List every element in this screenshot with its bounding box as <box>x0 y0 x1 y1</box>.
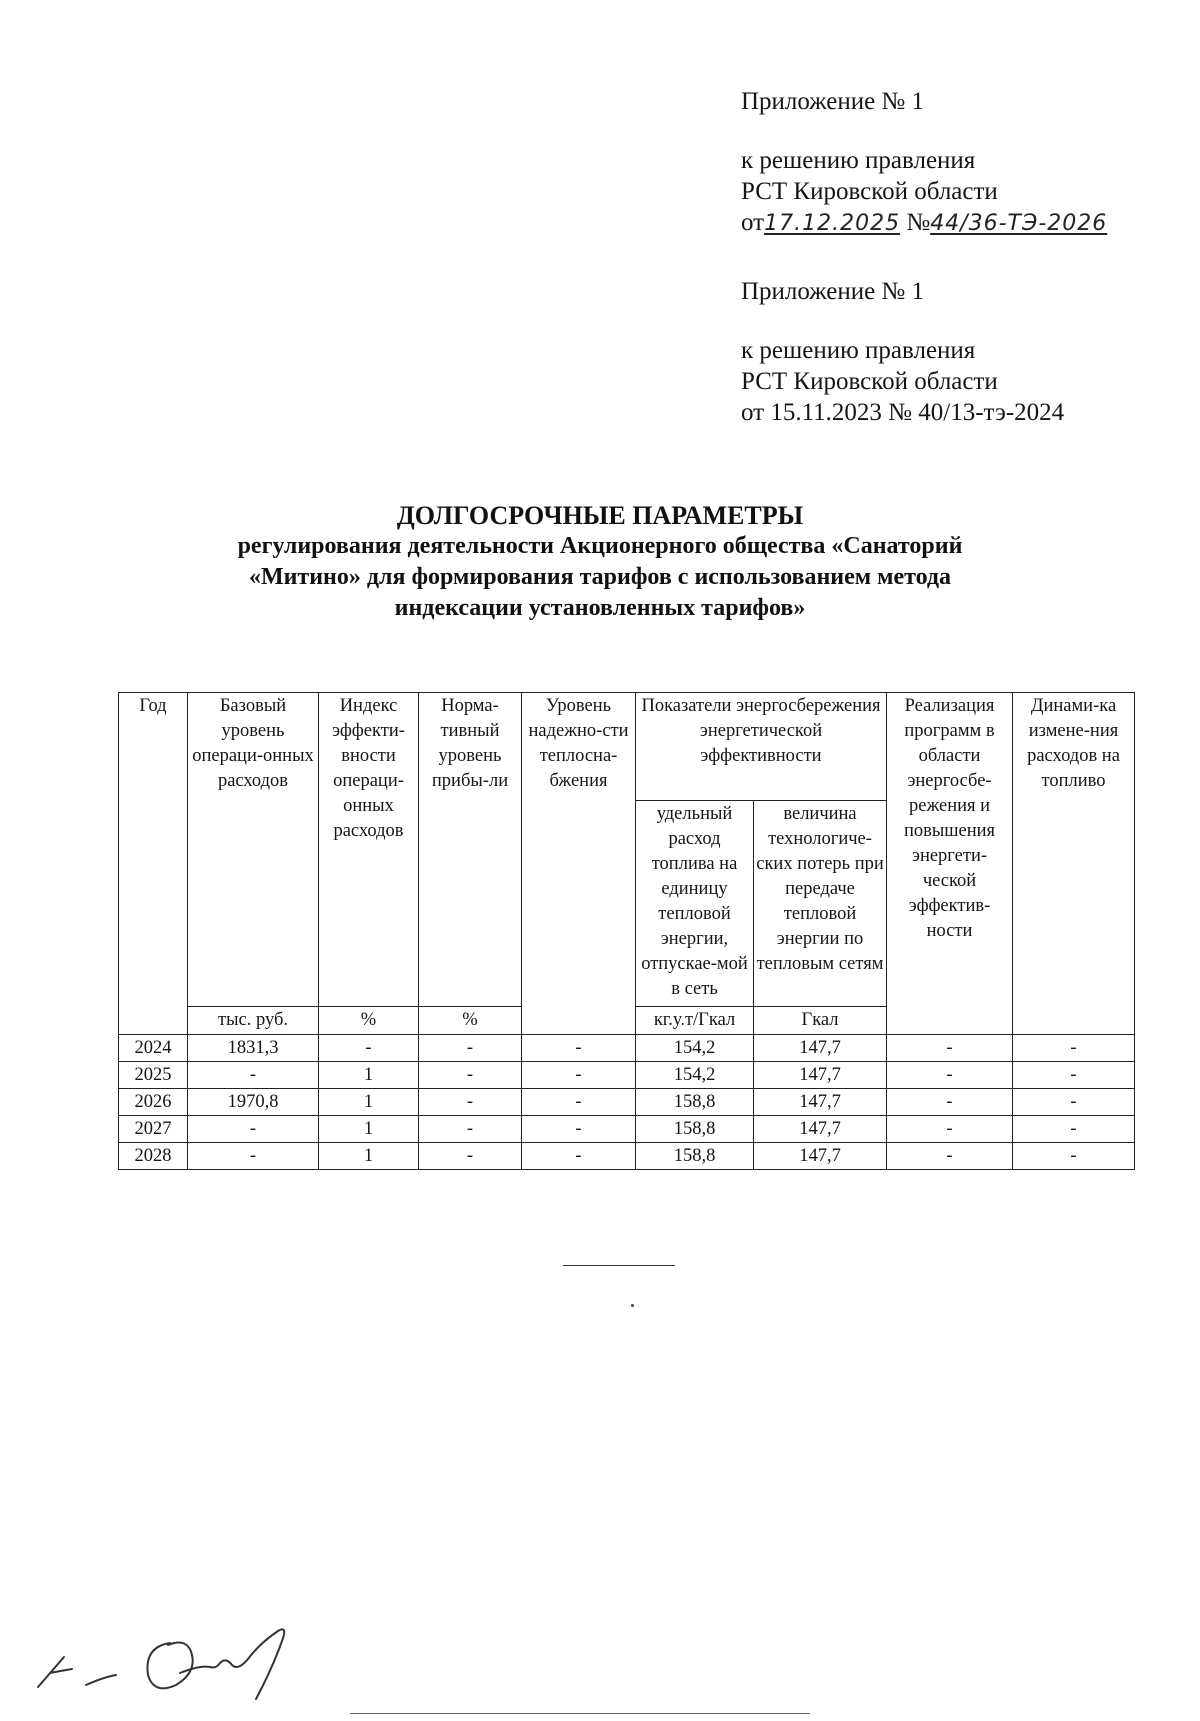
appendix-title: Приложение № 1 <box>741 278 925 305</box>
cell-losses: 147,7 <box>754 1143 887 1170</box>
cell-reliability: - <box>522 1143 636 1170</box>
table-row <box>119 1089 1135 1116</box>
table-row <box>119 1062 1135 1089</box>
table-row <box>119 1116 1135 1143</box>
unit-base: тыс. руб. <box>188 1007 319 1035</box>
cell-index: - <box>319 1035 419 1062</box>
appendix-title: Приложение № 1 <box>741 88 925 115</box>
cell-profit: - <box>419 1035 522 1062</box>
heading-line-3: «Митино» для формирования тарифов с использованием метода <box>248 564 952 590</box>
cell-fuel: 158,8 <box>636 1089 754 1116</box>
end-separator-line <box>563 1265 675 1266</box>
header-efficiency-index: Индекс эффекти-вности операци-онных расходов <box>319 693 419 1007</box>
cell-index: 1 <box>319 1143 419 1170</box>
cell-fuel: 154,2 <box>636 1035 754 1062</box>
signature-mark <box>20 1615 340 1705</box>
cell-programs: - <box>887 1116 1013 1143</box>
header-energy-saving-group: Показатели энергосбережения энергетической эффективности <box>636 693 887 801</box>
heading-line-4: индексации установленных тарифов» <box>394 595 806 621</box>
unit-profit: % <box>419 1007 522 1035</box>
cell-index: 1 <box>319 1116 419 1143</box>
cell-base: - <box>188 1143 319 1170</box>
cell-dynamics: - <box>1013 1143 1135 1170</box>
appendix-block-old <box>741 276 1161 428</box>
appendix-date-number-line <box>741 207 1161 239</box>
appendix-date-number-line: от 15.11.2023 № 40/13-тэ-2024 <box>741 399 1065 426</box>
cell-losses: 147,7 <box>754 1035 887 1062</box>
unit-losses: Гкал <box>754 1007 887 1035</box>
header-normative-profit: Норма-тивный уровень прибы-ли <box>419 693 522 1007</box>
cell-base: - <box>188 1062 319 1089</box>
cell-index: 1 <box>319 1062 419 1089</box>
cell-dynamics: - <box>1013 1062 1135 1089</box>
appendix-authority-line: РСТ Кировской области <box>741 178 998 205</box>
cell-profit: - <box>419 1062 522 1089</box>
header-programs: Реализация программ в области энергосбе-режения и повышения энергети-ческой эффектив-ности <box>887 693 1013 1035</box>
cell-losses: 147,7 <box>754 1116 887 1143</box>
cell-dynamics: - <box>1013 1089 1135 1116</box>
appendix-decision-line: к решению правления <box>741 147 976 174</box>
cell-programs: - <box>887 1035 1013 1062</box>
cell-losses: 147,7 <box>754 1089 887 1116</box>
date-prefix: от <box>741 209 765 236</box>
document-heading <box>0 500 1200 624</box>
cell-reliability: - <box>522 1035 636 1062</box>
cell-fuel: 154,2 <box>636 1062 754 1089</box>
cell-reliability: - <box>522 1116 636 1143</box>
header-heat-losses: величина технологиче-ских потерь при передаче тепловой энергии по тепловым сетям <box>754 801 887 1007</box>
cell-reliability: - <box>522 1089 636 1116</box>
cell-index: 1 <box>319 1089 419 1116</box>
appendix-authority-line: РСТ Кировской области <box>741 368 998 395</box>
table-row <box>119 1143 1135 1170</box>
cell-base: - <box>188 1116 319 1143</box>
cell-programs: - <box>887 1062 1013 1089</box>
number-prefix: № <box>906 209 931 236</box>
header-reliability: Уровень надежно-сти теплосна-бжения <box>522 693 636 1035</box>
cell-fuel: 158,8 <box>636 1116 754 1143</box>
cell-profit: - <box>419 1116 522 1143</box>
table-row <box>119 1035 1135 1062</box>
cell-year: 2025 <box>119 1062 188 1089</box>
cell-dynamics: - <box>1013 1116 1135 1143</box>
cell-year: 2027 <box>119 1116 188 1143</box>
cell-dynamics: - <box>1013 1035 1135 1062</box>
appendix-decision-line: к решению правления <box>741 337 976 364</box>
cell-reliability: - <box>522 1062 636 1089</box>
cell-year: 2026 <box>119 1089 188 1116</box>
header-row-1 <box>119 693 1135 801</box>
handwritten-date: 17.12.2025 <box>764 211 901 236</box>
cell-fuel: 158,8 <box>636 1143 754 1170</box>
unit-fuel: кг.у.т/Гкал <box>636 1007 754 1035</box>
header-base-expenses: Базовый уровень операци-онных расходов <box>188 693 319 1007</box>
stray-dot <box>631 1304 634 1307</box>
header-fuel-dynamics: Динами-ка измене-ния расходов на топливо <box>1013 693 1135 1035</box>
bottom-rule <box>350 1713 810 1714</box>
cell-base: 1831,3 <box>188 1035 319 1062</box>
cell-losses: 147,7 <box>754 1062 887 1089</box>
cell-year: 2028 <box>119 1143 188 1170</box>
cell-profit: - <box>419 1143 522 1170</box>
heading-line-2: регулирования деятельности Акционерного общества «Санаторий <box>237 533 963 559</box>
handwritten-number: 44/36-ТЭ-2026 <box>930 211 1108 236</box>
appendix-block-new <box>741 86 1161 239</box>
cell-base: 1970,8 <box>188 1089 319 1116</box>
cell-year: 2024 <box>119 1035 188 1062</box>
parameters-table <box>118 692 1135 1170</box>
unit-index: % <box>319 1007 419 1035</box>
header-year: Год <box>119 693 188 1035</box>
cell-programs: - <box>887 1143 1013 1170</box>
heading-main: ДОЛГОСРОЧНЫЕ ПАРАМЕТРЫ <box>396 501 804 530</box>
cell-profit: - <box>419 1089 522 1116</box>
header-specific-fuel: удельный расход топлива на единицу тепловой энергии, отпускае-мой в сеть <box>636 801 754 1007</box>
cell-programs: - <box>887 1089 1013 1116</box>
